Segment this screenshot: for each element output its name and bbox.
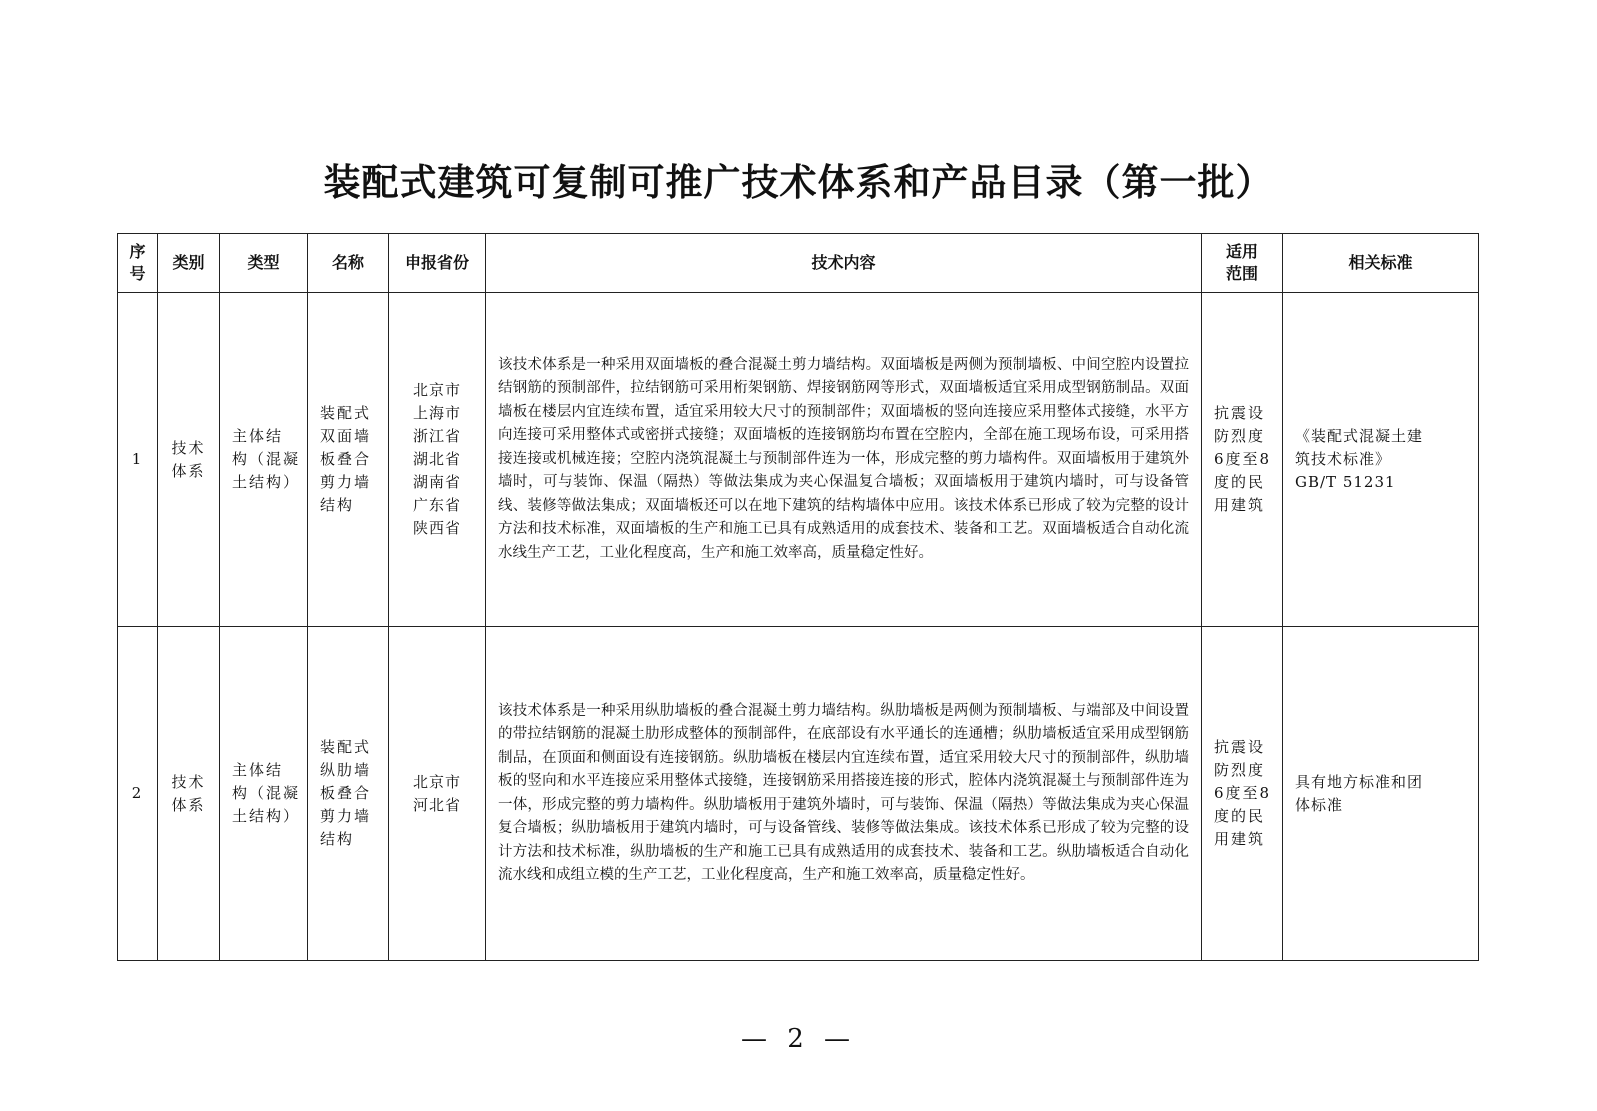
row-category: 技术 体系 [158, 627, 220, 961]
page-number: — 2 — [740, 1024, 857, 1054]
header-type: 类型 [220, 234, 308, 293]
row-type: 主体结 构（混凝 土结构） [220, 627, 308, 961]
row-content: 该技术体系是一种采用双面墙板的叠合混凝土剪力墙结构。双面墙板是两侧为预制墙板、中间空腔内设置拉结钢筋的预制部件，拉结钢筋可采用桁架钢筋、焊接钢筋网等形式，双面墙板适宜采用成型钢筋制品。双面墙板在楼层内宜连续布置，适宜采用较大尺寸的预制部件；双面墙板的竖向连接应采用整体式接缝，水平方向连接可采用整体式或密拼式接缝；双面墙板的连接钢筋均布置在空腔内，全部在施工现场布设，可采用搭接连接或机械连接；空腔内浇筑混凝土与预制部件连为一体，形成完整的剪力墙构件。双面墙板用于建筑外墙时，可与装饰、保温（隔热）等做法集成为夹心保温复合墙板；双面墙板用于建筑内墙时，可与设备管线、装修等做法集成；双面墙板还可以在地下建筑的结构墙体中应用。该技术体系已形成了较为完整的设计方法和技术标准，双面墙板的生产和施工已具有成熟适用的成套技术、装备和工艺。双面墙板适合自动化流水线生产工艺，工业化程度高，生产和施工效率高，质量稳定性好。 [486, 293, 1202, 627]
row-provinces: 北京市 上海市 浙江省 湖北省 湖南省 广东省 陕西省 [389, 293, 486, 627]
row-index: 1 [118, 293, 158, 627]
row-provinces: 北京市 河北省 [389, 627, 486, 961]
header-name: 名称 [308, 234, 389, 293]
header-category: 类别 [158, 234, 220, 293]
header-scope: 适用 范围 [1202, 234, 1283, 293]
row-category: 技术 体系 [158, 293, 220, 627]
header-province: 申报省份 [389, 234, 486, 293]
catalog-table [117, 233, 1479, 961]
row-content: 该技术体系是一种采用纵肋墙板的叠合混凝土剪力墙结构。纵肋墙板是两侧为预制墙板、与端部及中间设置的带拉结钢筋的混凝土肋形成整体的预制部件，在底部设有水平通长的连通槽；纵肋墙板适宜采用成型钢筋制品，在顶面和侧面设有连接钢筋。纵肋墙板在楼层内宜连续布置，适宜采用较大尺寸的预制部件，纵肋墙板的竖向和水平连接应采用整体式接缝，连接钢筋采用搭接连接的形式，腔体内浇筑混凝土与预制部件连为一体，形成完整的剪力墙构件。纵肋墙板用于建筑外墙时，可与装饰、保温（隔热）等做法集成为夹心保温复合墙板；纵肋墙板用于建筑内墙时，可与设备管线、装修等做法集成。该技术体系已形成了较为完整的设计方法和技术标准，纵肋墙板的生产和施工已具有成熟适用的成套技术、装备和工艺。纵肋墙板适合自动化流水线和成组立模的生产工艺，工业化程度高，生产和施工效率高，质量稳定性好。 [486, 627, 1202, 961]
table-header-row [118, 234, 1479, 293]
row-index: 2 [118, 627, 158, 961]
row-scope: 抗震设 防烈度 6度至8 度的民 用建筑 [1202, 627, 1283, 961]
header-index: 序 号 [118, 234, 158, 293]
page-title: 装配式建筑可复制可推广技术体系和产品目录（第一批） [323, 161, 1274, 204]
header-standard: 相关标准 [1283, 234, 1479, 293]
row-scope: 抗震设 防烈度 6度至8 度的民 用建筑 [1202, 293, 1283, 627]
table-row [118, 627, 1479, 961]
row-standard: 具有地方标准和团 体标准 [1283, 627, 1479, 961]
row-name: 装配式 双面墙 板叠合 剪力墙 结构 [308, 293, 389, 627]
row-type: 主体结 构（混凝 土结构） [220, 293, 308, 627]
table-row [118, 293, 1479, 627]
header-content: 技术内容 [486, 234, 1202, 293]
row-standard: 《装配式混凝土建 筑技术标准》 GB/T 51231 [1283, 293, 1479, 627]
row-name: 装配式 纵肋墙 板叠合 剪力墙 结构 [308, 627, 389, 961]
